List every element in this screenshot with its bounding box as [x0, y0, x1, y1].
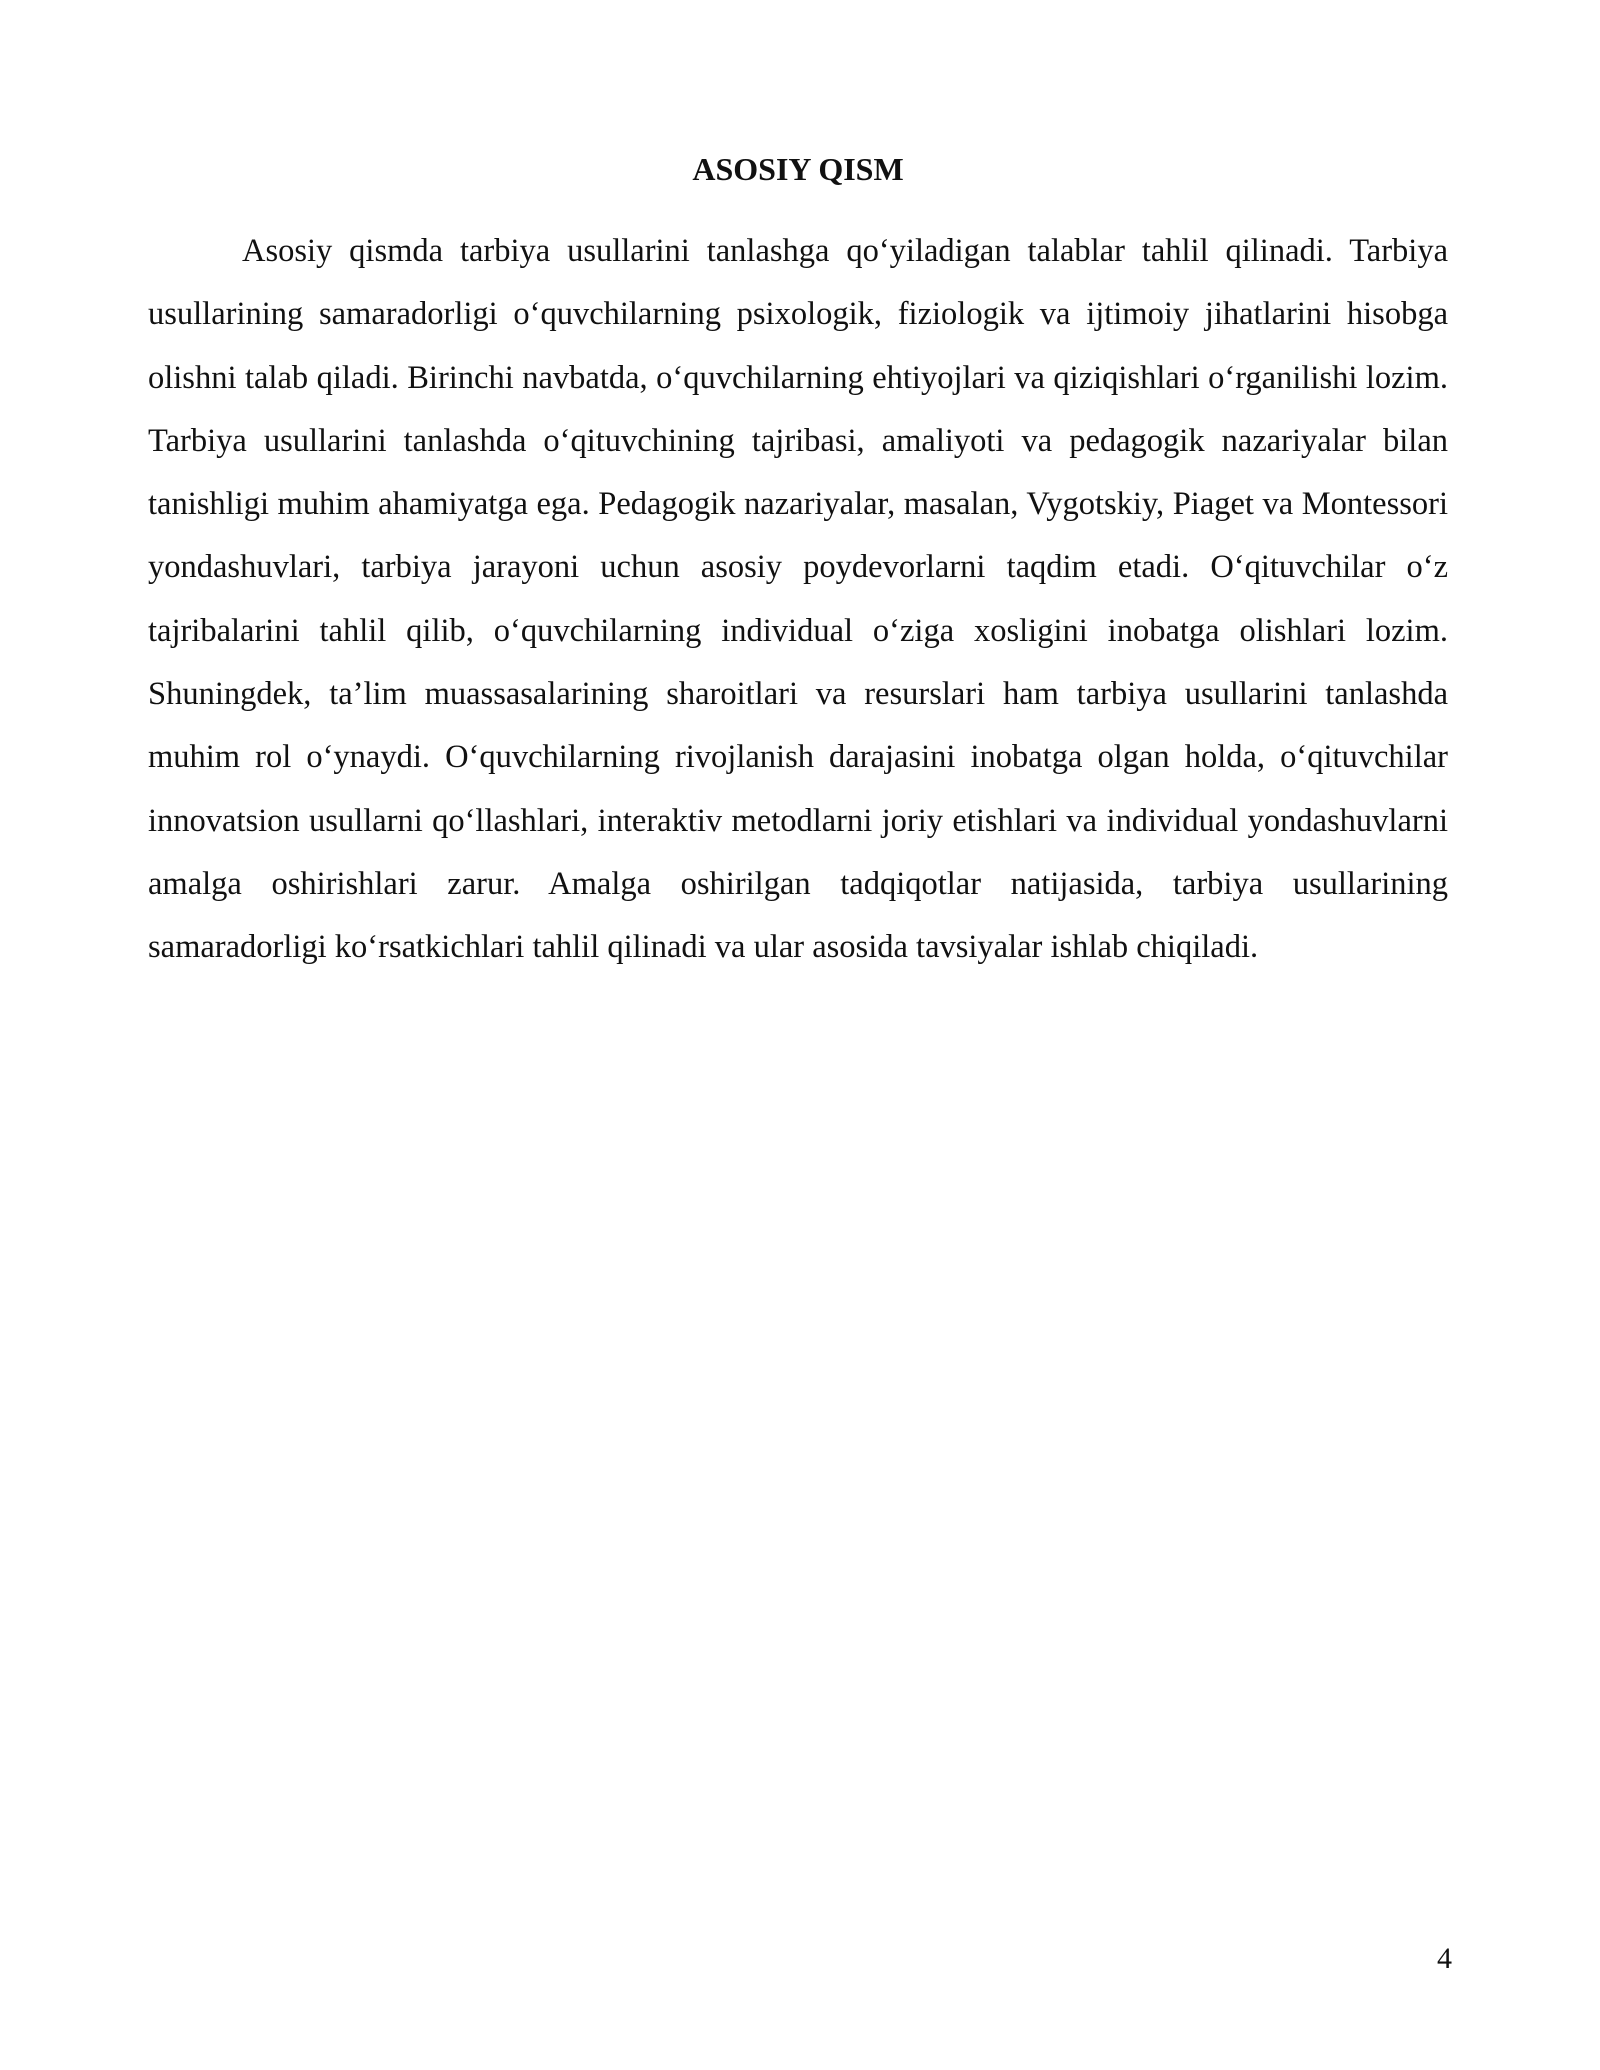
page-number: 4: [1437, 1942, 1452, 1975]
body-paragraph: Asosiy qismda tarbiya usullarini tanlashga qo‘yiladigan talablar tahlil qilinadi. Tarbiya usullarining samaradorligi o‘quvchilarning psixologik, fiziologik va ijtimoiy jihatlarini hisobga olishni talab qiladi. Birinchi navbatda, o‘quvchilarning ehtiyojlari va qiziqishlari o‘rganilishi lozim. Tarbiya usullarini tanlashda o‘qituvchining tajribasi, amaliyoti va pedagogik nazariyalar bilan tanishligi muhim ahamiyatga ega. Pedagogik nazariyalar, masalan, Vygotskiy, Piaget va Montessori yondashuvlari, tarbiya jarayoni uchun asosiy poydevorlarni taqdim etadi. O‘qituvchilar o‘z tajribalarini tahlil qilib, o‘quvchilarning individual o‘ziga xosligini inobatga olishlari lozim. Shuningdek, ta’lim muassasalarining sharoitlari va resurslari ham tarbiya usullarini tanlashda muhim rol o‘ynaydi. O‘quvchilarning rivojlanish darajasini inobatga olgan holda, o‘qituvchilar innovatsion usullarni qo‘llashlari, interaktiv metodlarni joriy etishlari va individual yondashuvlarni amalga oshirishlari zarur. Amalga oshirilgan tadqiqotlar natijasida, tarbiya usullarining samaradorligi ko‘rsatkichlari tahlil qilinadi va ular asosida tavsiyalar ishlab chiqiladi.: [148, 233, 1448, 966]
section-heading: ASOSIY QISM: [692, 151, 904, 187]
